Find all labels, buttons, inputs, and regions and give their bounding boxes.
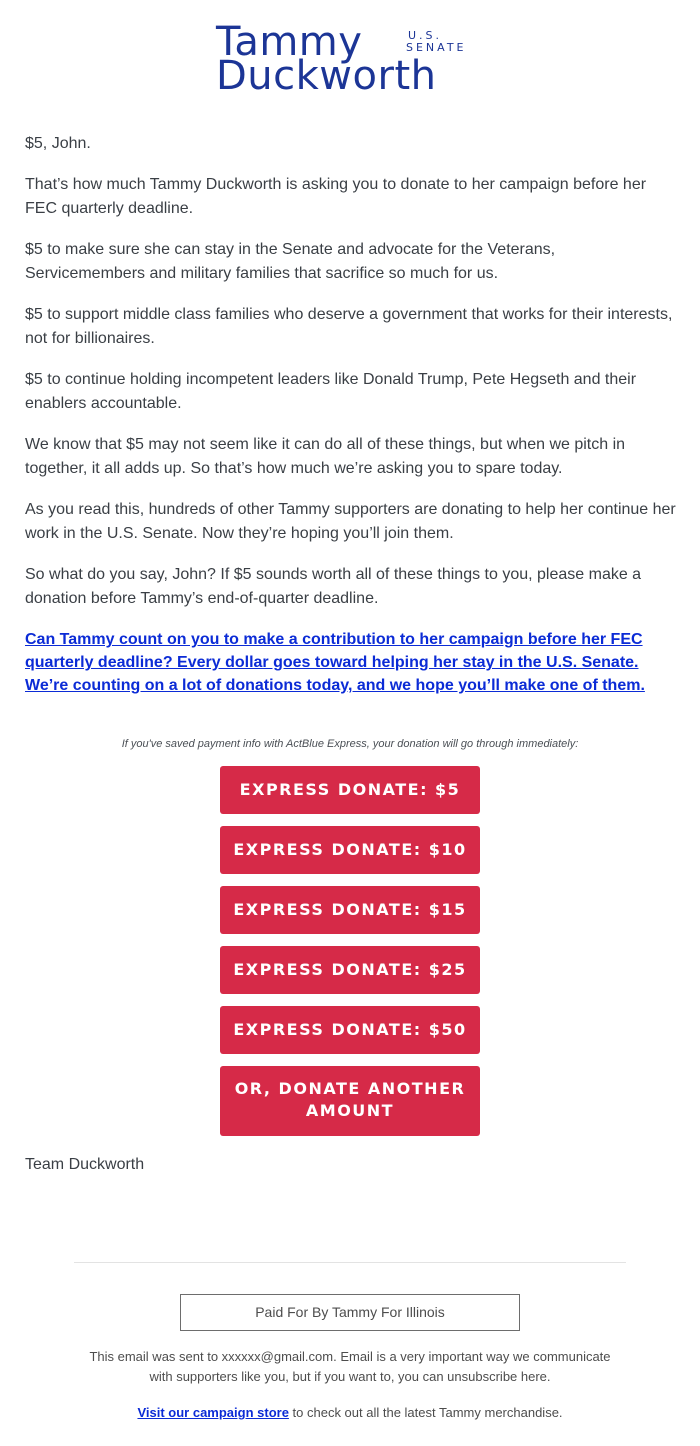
express-donate-25-button[interactable]: EXPRESS DONATE: $25 bbox=[220, 946, 480, 994]
body-paragraph: So what do you say, John? If $5 sounds worth all of these things to you, please make a donation before Tammy’s end-of-quarter deadline. bbox=[25, 566, 642, 607]
express-donate-15-button[interactable]: EXPRESS DONATE: $15 bbox=[220, 886, 480, 934]
logo-us: U.S. bbox=[408, 29, 443, 42]
footer-store-line bbox=[80, 1403, 620, 1423]
body-paragraph: That’s how much Tammy Duckworth is asking you to donate to her campaign before her FEC quarterly deadline. bbox=[25, 176, 647, 217]
footer-store-text: to check out all the latest Tammy merchandise. bbox=[288, 1405, 563, 1420]
body-paragraph: We know that $5 may not seem like it can do all of these things, but when we pitch in together, it all adds up. So that’s how much we’re asking you to spare today. bbox=[25, 436, 626, 477]
express-donate-50-button[interactable]: EXPRESS DONATE: $50 bbox=[220, 1006, 480, 1054]
tammy-duckworth-logo bbox=[216, 19, 506, 99]
body-paragraph: $5 to support middle class families who deserve a government that works for their interests, not for billionaires. bbox=[25, 306, 673, 347]
express-donate-5-button[interactable]: EXPRESS DONATE: $5 bbox=[220, 766, 480, 814]
donate-other-amount-button[interactable]: OR, DONATE ANOTHER AMOUNT bbox=[220, 1066, 480, 1136]
body-paragraph: $5, John. bbox=[25, 135, 91, 152]
footer-sent-notice: This email was sent to xxxxxx@gmail.com. Email is a very important way we communicate with supporters like you, but if you want to, you can unsubscribe here. bbox=[89, 1349, 611, 1384]
body-paragraph: As you read this, hundreds of other Tammy supporters are donating to help her continue her work in the U.S. Senate. Now they’re hoping you’ll join them. bbox=[25, 501, 676, 542]
logo-senate: SENATE bbox=[406, 41, 467, 54]
paid-for-disclaimer: Paid For By Tammy For Illinois bbox=[180, 1294, 520, 1331]
contribution-cta-link[interactable]: Can Tammy count on you to make a contribution to her campaign before her FEC quarterly deadline? Every dollar goes toward helping her stay in the U.S. Senate. We’re counting on a lot of donations today, and we hope you’ll make one of them. bbox=[25, 631, 645, 694]
donate-buttons bbox=[220, 766, 480, 1148]
body-paragraph: $5 to continue holding incompetent leaders like Donald Trump, Pete Hegseth and their enablers accountable. bbox=[25, 371, 637, 412]
signoff: Team Duckworth bbox=[25, 1156, 145, 1173]
actblue-express-note: If you've saved payment info with ActBlue Express, your donation will go through immediately: bbox=[121, 738, 579, 750]
campaign-store-link[interactable]: Visit our campaign store bbox=[137, 1405, 289, 1420]
logo-name-first: Tammy bbox=[216, 19, 363, 65]
express-donate-10-button[interactable]: EXPRESS DONATE: $10 bbox=[220, 826, 480, 874]
footer-divider bbox=[74, 1262, 626, 1263]
email-body bbox=[25, 132, 677, 719]
body-paragraph: $5 to make sure she can stay in the Senate and advocate for the Veterans, Servicemembers and military families that sacrifice so much for us. bbox=[25, 241, 556, 282]
logo-name-last: Duckworth bbox=[216, 53, 437, 99]
